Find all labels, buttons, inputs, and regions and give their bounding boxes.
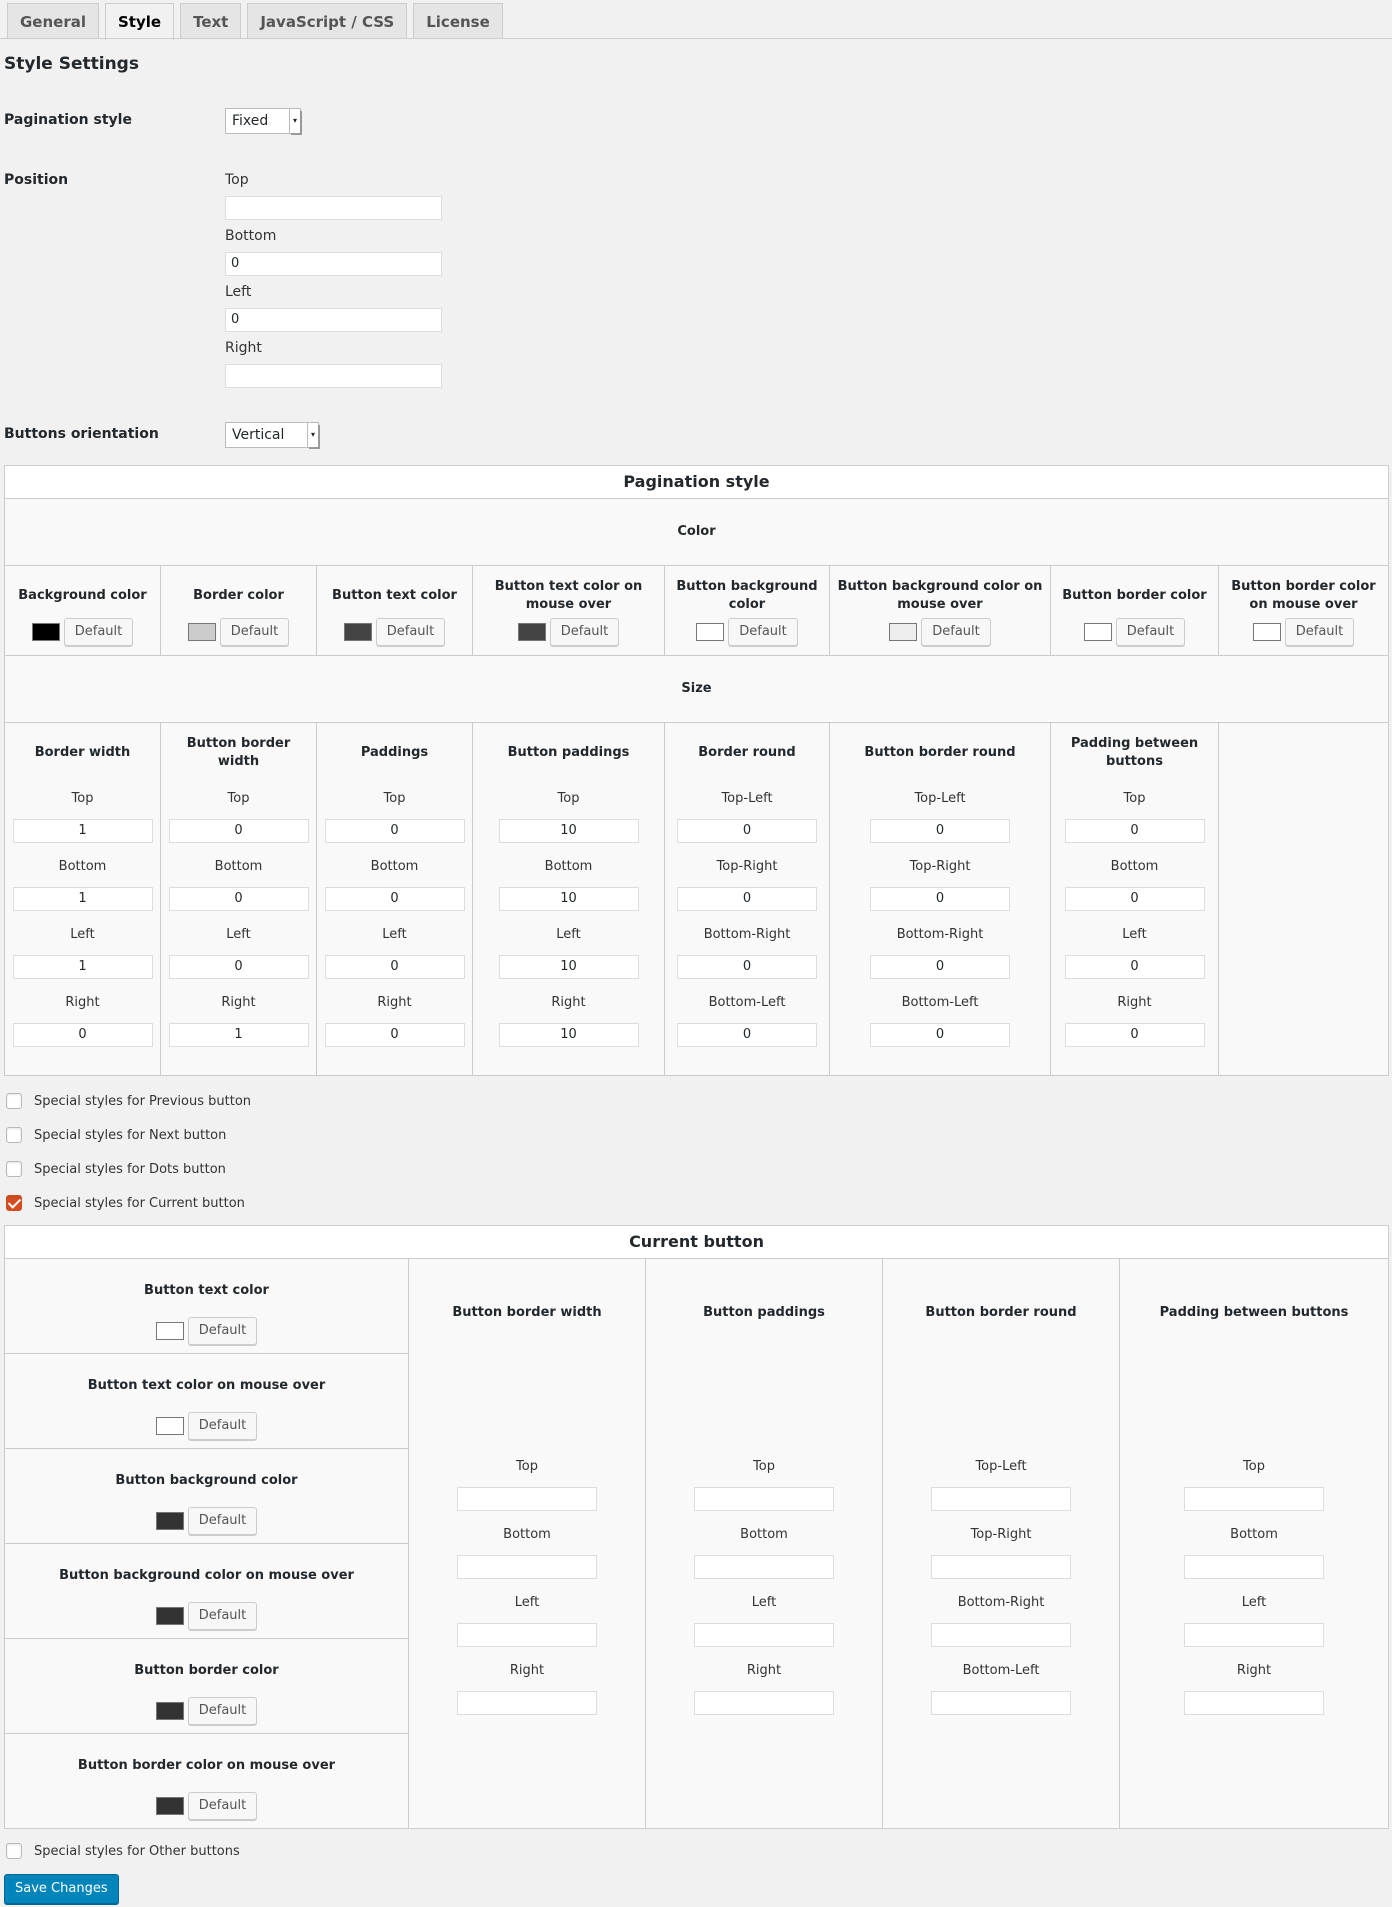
size-setting-cell [665, 723, 830, 1076]
color-heading: Color [5, 499, 1389, 566]
special-styles-checkbox-label: Special styles for Previous button [34, 1093, 252, 1109]
chevron-down-icon: ▾ [289, 109, 300, 133]
default-button[interactable]: Default [188, 1317, 258, 1345]
color-picker [317, 618, 472, 646]
color-setting-label: Button border color on mouse over [1231, 579, 1376, 612]
size-field-input[interactable]: 10 [499, 887, 639, 911]
size-field-label: Left [1122, 927, 1147, 942]
current-size-label: Button border round [925, 1305, 1077, 1320]
empty-cell [1219, 723, 1389, 1076]
size-field-label: Top [227, 791, 250, 806]
color-picker [473, 618, 664, 646]
size-field-label: Top-Left [975, 1459, 1027, 1474]
position-top-input[interactable] [225, 196, 442, 220]
size-field-input[interactable]: 0 [169, 819, 309, 843]
color-picker [5, 1412, 408, 1440]
current-size-cell [883, 1259, 1120, 1829]
color-setting-cell [161, 566, 317, 656]
color-swatch[interactable] [32, 623, 60, 641]
size-field-label: Top-Right [909, 859, 971, 874]
size-field-input[interactable]: 10 [499, 1023, 639, 1047]
size-field-input[interactable]: 0 [325, 955, 465, 979]
color-setting-label: Button border color [1062, 588, 1207, 603]
size-field-label: Bottom [1230, 1527, 1278, 1542]
color-setting-label: Button text color [332, 588, 457, 603]
default-button[interactable]: Default [64, 618, 134, 646]
size-field-input[interactable]: 1 [13, 887, 153, 911]
chevron-down-icon: ▾ [307, 423, 318, 447]
pagination-style-value: Fixed [232, 113, 269, 129]
color-swatch[interactable] [156, 1797, 184, 1815]
other-buttons-checkbox-row[interactable] [6, 1843, 240, 1859]
special-styles-checkbox-row[interactable] [6, 1161, 226, 1177]
save-changes-button[interactable]: Save Changes [4, 1874, 119, 1904]
special-styles-checkbox[interactable] [6, 1161, 22, 1177]
color-setting-cell [665, 566, 830, 656]
tab-style[interactable]: Style [105, 3, 174, 40]
current-color-label: Button text color on mouse over [87, 1378, 326, 1393]
size-field-input[interactable]: 0 [677, 1023, 817, 1047]
size-field-input[interactable]: 1 [13, 955, 153, 979]
size-field-input[interactable]: 1 [169, 1023, 309, 1047]
color-picker [5, 1697, 408, 1725]
size-setting-cell [830, 723, 1051, 1076]
tab-general[interactable]: General [7, 3, 99, 39]
current-color-cell [5, 1544, 409, 1639]
special-styles-checkbox[interactable] [6, 1093, 22, 1109]
size-field-input[interactable]: 0 [325, 819, 465, 843]
color-setting-cell [5, 566, 161, 656]
current-color-label: Button background color on mouse over [59, 1568, 354, 1583]
size-field-label: Bottom [58, 859, 107, 874]
size-setting-cell [473, 723, 665, 1076]
default-button[interactable]: Default [1285, 618, 1355, 646]
size-field-label: Bottom-Right [703, 927, 791, 942]
size-setting-label: Button border round [864, 745, 1016, 760]
size-field-label: Right [377, 995, 412, 1010]
position-right-label: Right [225, 340, 262, 356]
size-field-input[interactable] [1184, 1691, 1324, 1715]
color-swatch[interactable] [156, 1607, 184, 1625]
color-swatch[interactable] [344, 623, 372, 641]
size-field-input[interactable]: 0 [169, 887, 309, 911]
size-field-label: Top-Right [970, 1527, 1032, 1542]
size-field-label: Top-Left [914, 791, 966, 806]
size-field-input[interactable]: 0 [870, 955, 1010, 979]
size-field-label: Top [1123, 791, 1146, 806]
size-field-input[interactable]: 0 [1065, 819, 1205, 843]
size-field-input[interactable] [931, 1487, 1071, 1511]
color-picker [830, 618, 1050, 646]
color-setting-label: Background color [18, 588, 147, 603]
position-bottom-input[interactable]: 0 [225, 252, 442, 276]
current-button-table-title: Current button [5, 1226, 1389, 1259]
size-setting-cell [161, 723, 317, 1076]
size-field-label: Left [751, 1595, 777, 1610]
size-field-input[interactable]: 0 [325, 1023, 465, 1047]
pagination-style-select[interactable] [225, 108, 301, 134]
size-field-input[interactable]: 10 [499, 819, 639, 843]
size-field-label: Right [65, 995, 100, 1010]
position-bottom-label: Bottom [225, 228, 277, 244]
current-color-label: Button background color [115, 1473, 298, 1488]
color-swatch[interactable] [156, 1512, 184, 1530]
default-button[interactable]: Default [188, 1792, 258, 1820]
buttons-orientation-select[interactable] [225, 422, 319, 448]
size-field-input[interactable] [694, 1691, 834, 1715]
pagination-style-table-title: Pagination style [5, 466, 1389, 499]
size-field-input[interactable] [931, 1623, 1071, 1647]
color-picker [161, 618, 316, 646]
size-field-label: Left [514, 1595, 540, 1610]
color-swatch[interactable] [156, 1702, 184, 1720]
size-setting-cell [1051, 723, 1219, 1076]
current-color-label: Button text color [144, 1283, 269, 1298]
size-field-label: Left [556, 927, 581, 942]
size-setting-label: Button paddings [507, 745, 630, 760]
size-field-label: Right [1236, 1663, 1272, 1678]
size-setting-label: Padding between buttons [1070, 736, 1199, 769]
size-field-input[interactable]: 0 [677, 819, 817, 843]
other-buttons-checkbox-label: Special styles for Other buttons [34, 1843, 240, 1859]
tab-bar [7, 3, 509, 39]
size-setting-label: Border width [34, 745, 131, 760]
size-setting-cell [317, 723, 473, 1076]
color-picker [1051, 618, 1218, 646]
special-styles-checkbox-label: Special styles for Dots button [34, 1161, 226, 1177]
color-row [5, 566, 1389, 656]
special-styles-checkbox-row[interactable] [6, 1093, 251, 1109]
special-styles-checkbox-label: Special styles for Next button [34, 1127, 227, 1143]
size-field-label: Bottom [740, 1527, 788, 1542]
size-field-input[interactable]: 0 [870, 887, 1010, 911]
pagination-style-table [4, 465, 1389, 1076]
size-field-label: Bottom-Left [901, 995, 979, 1010]
size-field-label: Right [509, 1663, 545, 1678]
size-field-label: Bottom-Left [708, 995, 786, 1010]
color-setting-label: Button background color [676, 579, 818, 612]
position-left-input[interactable]: 0 [225, 308, 442, 332]
size-field-input[interactable] [694, 1623, 834, 1647]
size-setting-label: Border round [698, 745, 796, 760]
default-button[interactable]: Default [220, 618, 290, 646]
size-field-input[interactable] [457, 1555, 597, 1579]
current-size-label: Button paddings [703, 1305, 825, 1320]
default-button[interactable]: Default [376, 618, 446, 646]
size-field-label: Top [383, 791, 406, 806]
current-color-cell [5, 1449, 409, 1544]
size-field-input[interactable] [457, 1691, 597, 1715]
size-field-input[interactable]: 0 [677, 887, 817, 911]
size-field-input[interactable]: 0 [13, 1023, 153, 1047]
color-setting-label: Button text color on mouse over [494, 579, 643, 612]
color-picker [5, 1602, 408, 1630]
size-field-label: Top [753, 1459, 775, 1474]
current-size-cell [646, 1259, 883, 1829]
size-field-input[interactable]: 0 [1065, 887, 1205, 911]
size-field-input[interactable]: 0 [169, 955, 309, 979]
size-field-label: Top [1243, 1459, 1265, 1474]
size-setting-cell [5, 723, 161, 1076]
default-button[interactable]: Default [188, 1602, 258, 1630]
size-field-label: Bottom [370, 859, 419, 874]
tab-javascript-css[interactable]: JavaScript / CSS [247, 3, 407, 39]
size-field-input[interactable]: 1 [13, 819, 153, 843]
size-field-label: Left [70, 927, 95, 942]
tab-text[interactable]: Text [180, 3, 241, 39]
current-color-cell [5, 1259, 409, 1354]
size-setting-label: Paddings [360, 745, 429, 760]
other-buttons-checkbox[interactable] [6, 1843, 22, 1859]
color-setting-cell [830, 566, 1051, 656]
size-field-label: Right [221, 995, 256, 1010]
size-field-input[interactable]: 0 [325, 887, 465, 911]
size-field-input[interactable]: 0 [1065, 1023, 1205, 1047]
size-field-label: Bottom-Left [962, 1663, 1040, 1678]
default-button[interactable]: Default [188, 1507, 258, 1535]
size-field-input[interactable]: 0 [870, 819, 1010, 843]
tabs-divider [0, 38, 1392, 39]
size-field-input[interactable] [694, 1555, 834, 1579]
color-swatch[interactable] [518, 623, 546, 641]
color-picker [5, 1507, 408, 1535]
size-field-label: Top [71, 791, 94, 806]
color-setting-cell [317, 566, 473, 656]
size-field-input[interactable] [931, 1691, 1071, 1715]
size-field-input[interactable] [457, 1623, 597, 1647]
default-button[interactable]: Default [1116, 618, 1186, 646]
special-styles-checkbox[interactable] [6, 1195, 22, 1211]
color-picker [5, 1317, 408, 1345]
size-field-input[interactable] [1184, 1487, 1324, 1511]
size-field-input[interactable] [1184, 1555, 1324, 1579]
size-heading: Size [5, 656, 1389, 723]
size-field-input[interactable] [931, 1555, 1071, 1579]
size-field-input[interactable]: 0 [870, 1023, 1010, 1047]
default-button[interactable]: Default [188, 1697, 258, 1725]
color-setting-cell [1219, 566, 1389, 656]
special-styles-checkbox-row[interactable] [6, 1127, 226, 1143]
size-field-label: Right [1117, 995, 1152, 1010]
size-row [5, 723, 1389, 1076]
size-field-label: Top-Left [721, 791, 773, 806]
position-right-input[interactable] [225, 364, 442, 388]
current-button-table [4, 1225, 1389, 1829]
default-button[interactable]: Default [921, 618, 991, 646]
color-picker [5, 618, 160, 646]
current-color-label: Button border color on mouse over [77, 1758, 336, 1773]
section-title: Style Settings [4, 54, 139, 74]
current-size-cell [1120, 1259, 1389, 1829]
size-field-label: Bottom [544, 859, 593, 874]
position-top-label: Top [225, 172, 249, 188]
color-setting-label: Border color [193, 588, 284, 603]
color-swatch[interactable] [156, 1417, 184, 1435]
current-button-body [5, 1259, 1389, 1829]
size-field-label: Right [551, 995, 586, 1010]
size-field-label: Top-Right [716, 859, 778, 874]
current-color-cell [5, 1734, 409, 1829]
default-button[interactable]: Default [188, 1412, 258, 1440]
color-swatch[interactable] [1253, 623, 1281, 641]
current-color-cell [5, 1354, 409, 1449]
current-row [5, 1259, 1389, 1354]
special-styles-checkbox-row[interactable] [6, 1195, 245, 1211]
pagination-style-label: Pagination style [4, 112, 132, 128]
size-field-input[interactable]: 0 [677, 955, 817, 979]
color-swatch[interactable] [188, 623, 216, 641]
size-field-label: Top [557, 791, 580, 806]
size-field-input[interactable]: 10 [499, 955, 639, 979]
size-field-label: Top [516, 1459, 538, 1474]
current-size-label: Button border width [452, 1305, 602, 1320]
current-size-label: Padding between buttons [1159, 1305, 1349, 1320]
current-color-cell [5, 1639, 409, 1734]
color-swatch[interactable] [696, 623, 724, 641]
size-field-label: Left [1241, 1595, 1267, 1610]
special-styles-checkbox-label: Special styles for Current button [34, 1195, 245, 1211]
color-setting-cell [473, 566, 665, 656]
size-field-input[interactable] [457, 1487, 597, 1511]
color-swatch[interactable] [889, 623, 917, 641]
size-field-label: Bottom [503, 1527, 551, 1542]
tab-license[interactable]: License [413, 3, 503, 39]
size-field-label: Bottom-Right [957, 1595, 1045, 1610]
special-styles-checkbox[interactable] [6, 1127, 22, 1143]
color-swatch[interactable] [1084, 623, 1112, 641]
color-setting-label: Button background color on mouse over [837, 579, 1043, 612]
size-field-label: Bottom-Right [896, 927, 984, 942]
default-button[interactable]: Default [550, 618, 620, 646]
default-button[interactable]: Default [728, 618, 798, 646]
position-left-label: Left [225, 284, 252, 300]
size-field-label: Bottom [214, 859, 263, 874]
size-field-input[interactable] [1184, 1623, 1324, 1647]
buttons-orientation-value: Vertical [232, 427, 285, 443]
size-field-label: Left [382, 927, 407, 942]
current-color-label: Button border color [134, 1663, 279, 1678]
size-field-label: Right [746, 1663, 782, 1678]
buttons-orientation-label: Buttons orientation [4, 426, 159, 442]
size-field-label: Left [226, 927, 251, 942]
color-picker [665, 618, 829, 646]
color-swatch[interactable] [156, 1322, 184, 1340]
size-field-label: Bottom [1110, 859, 1159, 874]
current-size-cell [409, 1259, 646, 1829]
position-label: Position [4, 172, 69, 188]
color-picker [5, 1792, 408, 1820]
size-setting-label: Button border width [186, 736, 291, 769]
size-field-input[interactable] [694, 1487, 834, 1511]
color-picker [1219, 618, 1388, 646]
size-field-input[interactable]: 0 [1065, 955, 1205, 979]
color-setting-cell [1051, 566, 1219, 656]
